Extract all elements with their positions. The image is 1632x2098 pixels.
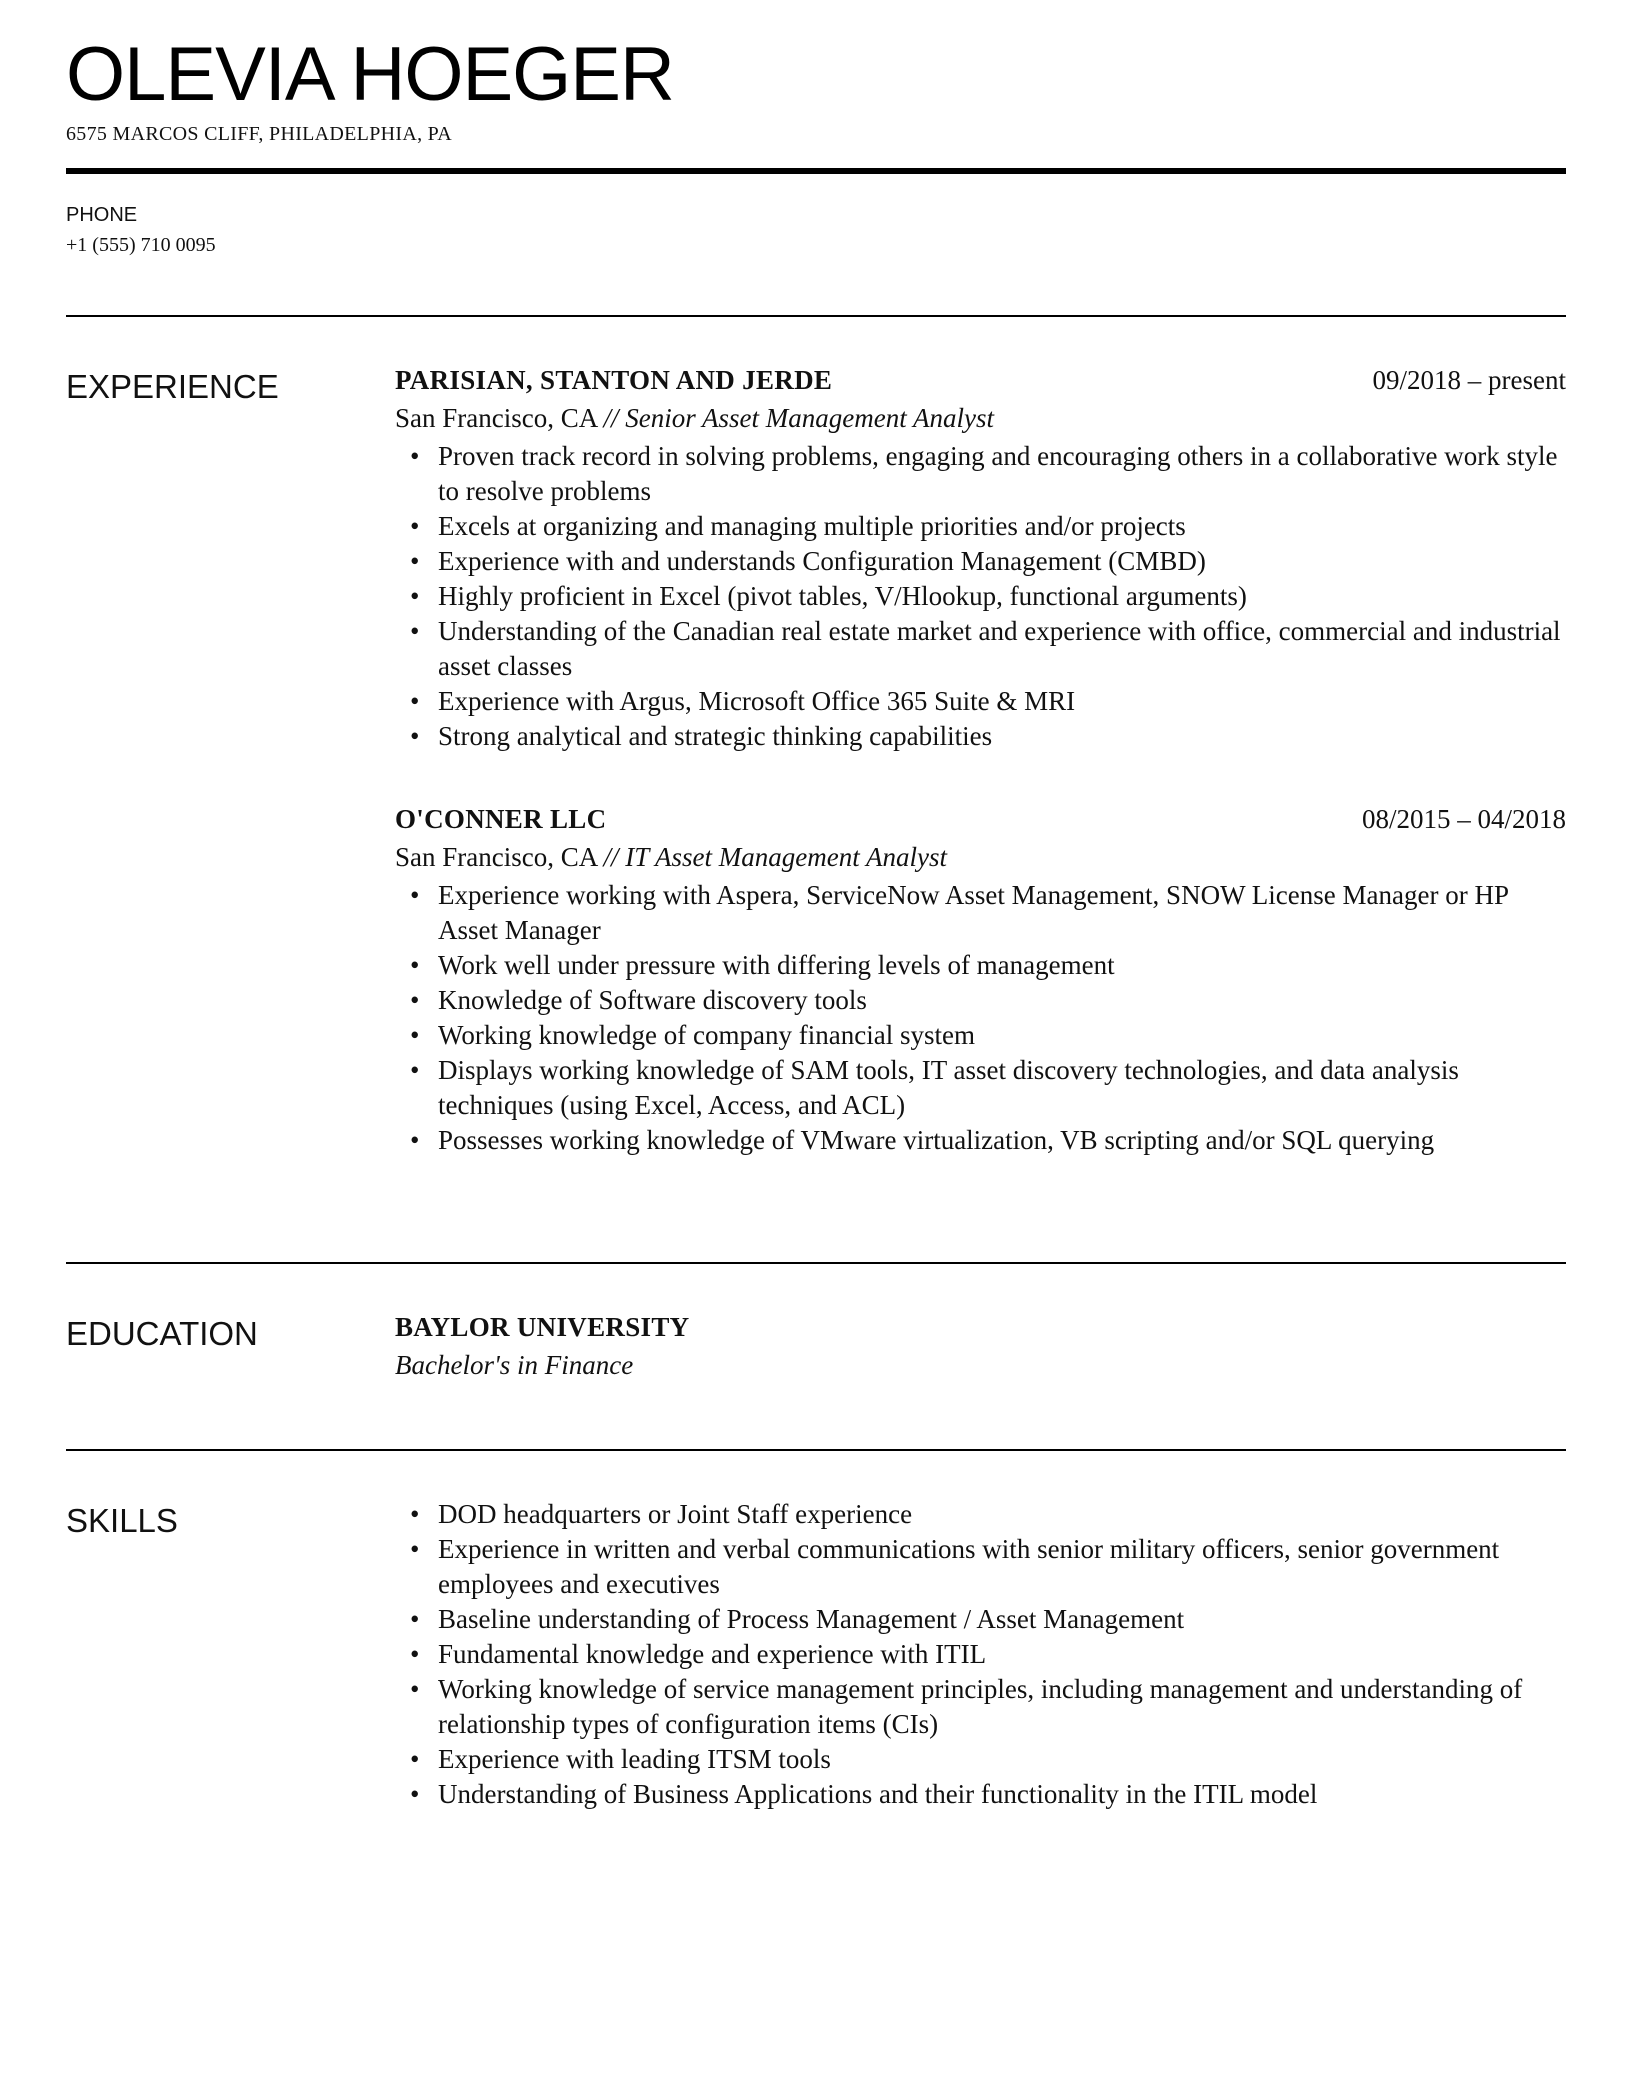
job-bullet: • Excels at organizing and managing multiple priorities and/or projects	[438, 509, 1566, 544]
job-dates: 09/2018 – present	[1372, 365, 1566, 395]
job-title: IT Asset Management Analyst	[625, 842, 947, 872]
skill-item: • Baseline understanding of Process Management / Asset Management	[438, 1602, 1566, 1637]
skills-section-title: SKILLS	[66, 1502, 178, 1539]
section-divider	[66, 1449, 1566, 1451]
job-separator: //	[603, 403, 619, 433]
job-bullet: • Experience with and understands Configuration Management (CMBD)	[438, 544, 1566, 579]
job-location: San Francisco, CA	[395, 842, 597, 872]
candidate-address: 6575 MARCOS CLIFF, PHILADELPHIA, PA	[66, 123, 452, 145]
job-subtitle	[395, 401, 1566, 436]
job-bullet: • Knowledge of Software discovery tools	[438, 983, 1566, 1018]
experience-list	[395, 363, 1566, 1158]
job-bullets	[395, 878, 1566, 1158]
job-bullet: • Displays working knowledge of SAM tools, IT asset discovery technologies, and data analysis techniques (using Excel, Access, and ACL)	[438, 1053, 1566, 1123]
job-company: PARISIAN, STANTON AND JERDE	[395, 365, 833, 395]
experience-section-title: EXPERIENCE	[66, 368, 279, 405]
skills-list	[395, 1497, 1566, 1812]
skill-item: • Working knowledge of service management principles, including management and understanding of relationship types of configuration items (CIs)	[438, 1672, 1566, 1742]
skill-item: • Experience with leading ITSM tools	[438, 1742, 1566, 1777]
skill-item: • DOD headquarters or Joint Staff experience	[438, 1497, 1566, 1532]
job-bullets	[395, 439, 1566, 754]
job-separator: //	[603, 842, 619, 872]
skills-list-wrap	[395, 1497, 1566, 1812]
education-degree: Bachelor's in Finance	[395, 1350, 634, 1380]
job-title: Senior Asset Management Analyst	[625, 403, 994, 433]
education-school: BAYLOR UNIVERSITY	[395, 1312, 690, 1342]
job-bullet: • Understanding of the Canadian real estate market and experience with office, commercial and industrial asset classes	[438, 614, 1566, 684]
job-subtitle	[395, 840, 1566, 875]
job-entry	[395, 363, 1566, 754]
education-entry	[395, 1310, 1566, 1383]
job-bullet: • Strong analytical and strategic thinking capabilities	[438, 719, 1566, 754]
job-entry	[395, 802, 1566, 1158]
header-divider	[66, 168, 1566, 174]
section-divider	[66, 1262, 1566, 1264]
job-bullet: • Proven track record in solving problems, engaging and encouraging others in a collaborative work style to resolve problems	[438, 439, 1566, 509]
job-bullet: • Experience with Argus, Microsoft Office 365 Suite & MRI	[438, 684, 1566, 719]
skill-item: • Understanding of Business Applications and their functionality in the ITIL model	[438, 1777, 1566, 1812]
section-divider	[66, 315, 1566, 317]
phone-label: PHONE	[66, 204, 138, 226]
phone-value: +1 (555) 710 0095	[66, 234, 216, 256]
job-bullet: • Working knowledge of company financial system	[438, 1018, 1566, 1053]
job-bullet: • Work well under pressure with differing levels of management	[438, 948, 1566, 983]
job-bullet: • Highly proficient in Excel (pivot tables, V/Hlookup, functional arguments)	[438, 579, 1566, 614]
candidate-name: OLEVIA HOEGER	[66, 32, 674, 117]
education-section-title: EDUCATION	[66, 1315, 258, 1352]
job-bullet: • Possesses working knowledge of VMware virtualization, VB scripting and/or SQL querying	[438, 1123, 1566, 1158]
job-dates: 08/2015 – 04/2018	[1361, 804, 1566, 834]
job-bullet: • Experience working with Aspera, ServiceNow Asset Management, SNOW License Manager or HP Asset Manager	[438, 878, 1566, 948]
job-company: O'CONNER LLC	[395, 804, 607, 834]
job-location: San Francisco, CA	[395, 403, 597, 433]
skill-item: • Fundamental knowledge and experience with ITIL	[438, 1637, 1566, 1672]
skill-item: • Experience in written and verbal communications with senior military officers, senior government employees and executives	[438, 1532, 1566, 1602]
